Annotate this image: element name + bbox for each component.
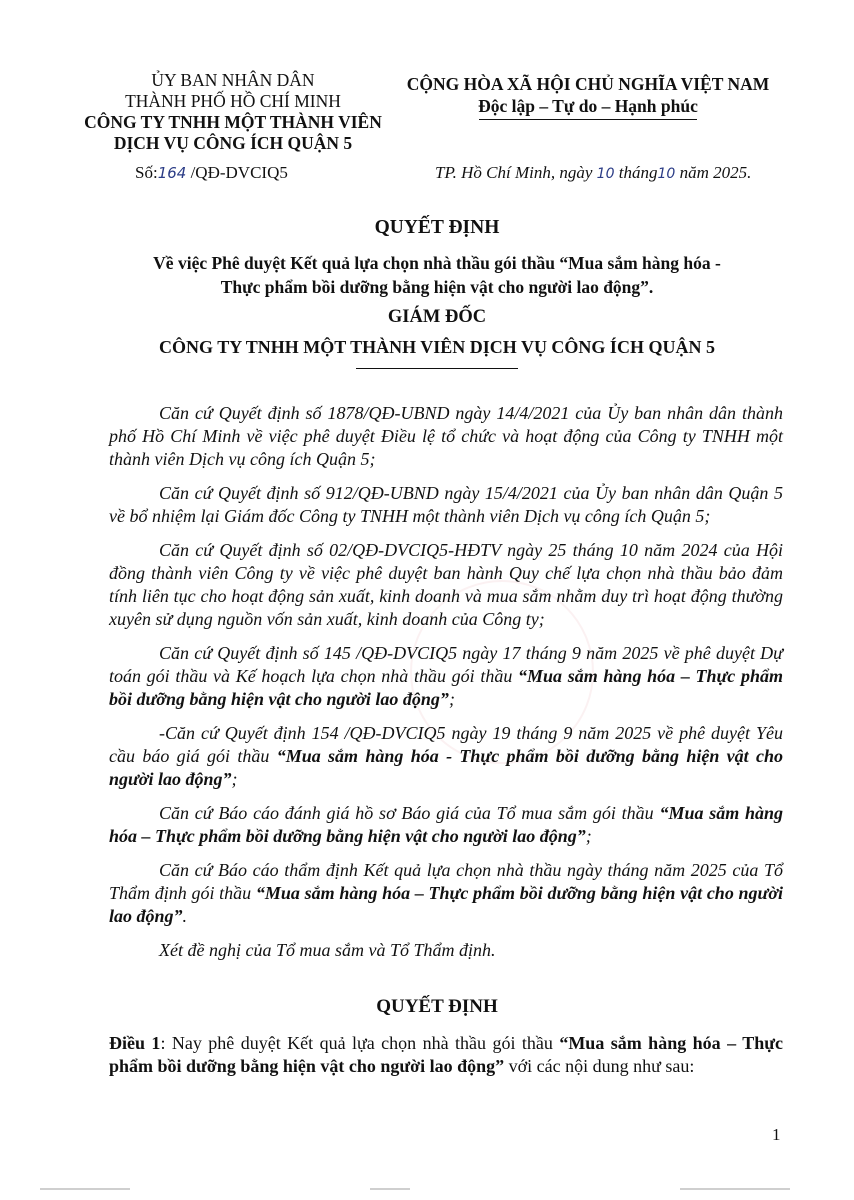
decision-title-block [80, 215, 794, 369]
basis-4-end: ; [448, 689, 455, 709]
document-number-prefix: Số: [135, 163, 158, 182]
basis-5-package: “Mua sắm hàng hóa - Thực phẩm bồi dưỡng bằng hiện vật cho người lao động” [109, 746, 784, 789]
basis-7-text: Căn cứ Báo cáo thẩm định Kết quả lựa chọn nhà thầu ngày tháng năm 2025 của Tổ Thẩm định gói thầu [109, 860, 783, 903]
basis-paragraph-2: Căn cứ Quyết định số 912/QĐ-UBND ngày 15/4/2021 của Ủy ban nhân dân Quận 5 về bổ nhiệm lại Giám đốc Công ty TNHH một thành viên Dịch vụ công ích Quận 5; [109, 483, 783, 526]
motto-underline [479, 119, 697, 120]
date-month-word: tháng [618, 163, 658, 182]
date-day-handwritten: 10 [596, 166, 615, 182]
article-1 [109, 1032, 783, 1078]
basis-paragraph-5 [109, 722, 783, 791]
page-number: 1 [772, 1125, 781, 1144]
issuer-line-2: THÀNH PHỐ HỒ CHÍ MINH [125, 91, 341, 111]
scan-edge-marks [40, 1186, 810, 1192]
title-underline [356, 368, 518, 369]
issuer-header [78, 70, 388, 154]
subject-line-1: Về việc Phê duyệt Kết quả lựa chọn nhà thầu gói thầu “Mua sắm hàng hóa - [153, 253, 721, 273]
article-1-label: Điều 1 [109, 1033, 161, 1053]
basis-5-text: -Căn cứ Quyết định 154 /QĐ-DVCIQ5 ngày 19 tháng 9 năm 2025 về phê duyệt Yêu cầu báo giá gói thầu [109, 723, 783, 766]
basis-6-end: ; [585, 826, 592, 846]
basis-paragraph-1: Căn cứ Quyết định số 1878/QĐ-UBND ngày 14/4/2021 của Ủy ban nhân dân thành phố Hồ Chí Minh về việc phê duyệt Điều lệ tổ chức và hoạt động của Công ty TNHH một thành viên Dịch vụ công ích Quận 5; [109, 403, 783, 469]
subject-line-2: Thực phẩm bồi dưỡng bằng hiện vật cho người lao động”. [220, 277, 654, 297]
issuer-line-1: ỦY BAN NHÂN DÂN [151, 70, 315, 90]
national-header [392, 73, 784, 120]
basis-6-text: Căn cứ Báo cáo đánh giá hồ sơ Báo giá của Tổ mua sắm gói thầu [159, 803, 654, 823]
date-month-handwritten: 10 [657, 166, 676, 182]
document-number-handwritten: 164 [157, 164, 187, 182]
basis-7-package: “Mua sắm hàng hóa – Thực phẩm bồi dưỡng bằng hiện vật cho người lao động” [109, 883, 783, 926]
basis-6-package: “Mua sắm hàng hóa – Thực phẩm bồi dưỡng bằng hiện vật cho người lao động” [109, 803, 783, 846]
national-motto: Độc lập – Tự do – Hạnh phúc [478, 96, 698, 116]
document-title: QUYẾT ĐỊNH [374, 217, 500, 238]
date-prefix: TP. Hồ Chí Minh, ngày [435, 163, 593, 182]
article-1-package: “Mua sắm hàng hóa – Thực phẩm bồi dưỡng bằng hiện vật cho người lao động” [109, 1033, 784, 1076]
basis-paragraph-7 [109, 859, 783, 928]
decision-heading: QUYẾT ĐỊNH [376, 996, 498, 1017]
basis-7-end: . [182, 906, 188, 926]
authority-company: CÔNG TY TNHH MỘT THÀNH VIÊN DỊCH VỤ CÔNG ÍCH QUẬN 5 [159, 337, 715, 357]
issuer-line-3: CÔNG TY TNHH MỘT THÀNH VIÊN [84, 112, 382, 132]
document-number [135, 163, 288, 183]
date-line [435, 163, 751, 183]
authority-title: GIÁM ĐỐC [387, 307, 487, 327]
basis-5-end: ; [231, 769, 238, 789]
basis-4-package: “Mua sắm hàng hóa – Thực phẩm bồi dưỡng bằng hiện vật cho người lao động” [109, 666, 783, 709]
basis-paragraph-3: Căn cứ Quyết định số 02/QĐ-DVCIQ5-HĐTV ngày 25 tháng 10 năm 2024 của Hội đồng thành viên Công ty về việc phê duyệt ban hành Quy chế lựa chọn nhà thầu bảo đảm tính liên tục cho hoạt động sản xuất, kinh doanh và mua sắm nhằm duy trì hoạt động thường xuyên sử dụng nguồn vốn sản xuất, kinh doanh của Công ty; [109, 540, 783, 629]
legal-basis [109, 402, 783, 973]
article-1-end: với các nội dung như sau: [504, 1056, 695, 1076]
basis-4-text: Căn cứ Quyết định số 145 /QĐ-DVCIQ5 ngày 17 tháng 9 năm 2025 về phê duyệt Dự toán gói thầu và Kế hoạch lựa chọn nhà thầu gói thầu [109, 643, 783, 686]
basis-paragraph-8: Xét đề nghị của Tổ mua sắm và Tổ Thẩm định. [159, 940, 496, 960]
basis-paragraph-4 [109, 642, 783, 711]
national-title: CỘNG HÒA XÃ HỘI CHỦ NGHĨA VIỆT NAM [406, 74, 770, 94]
document-number-suffix: /QĐ-DVCIQ5 [190, 163, 288, 182]
issuer-line-4: DỊCH VỤ CÔNG ÍCH QUẬN 5 [113, 133, 353, 153]
basis-paragraph-6 [109, 802, 783, 848]
article-1-text: : Nay phê duyệt Kết quả lựa chọn nhà thầu gói thầu [160, 1033, 553, 1053]
date-suffix: năm 2025. [679, 163, 752, 182]
